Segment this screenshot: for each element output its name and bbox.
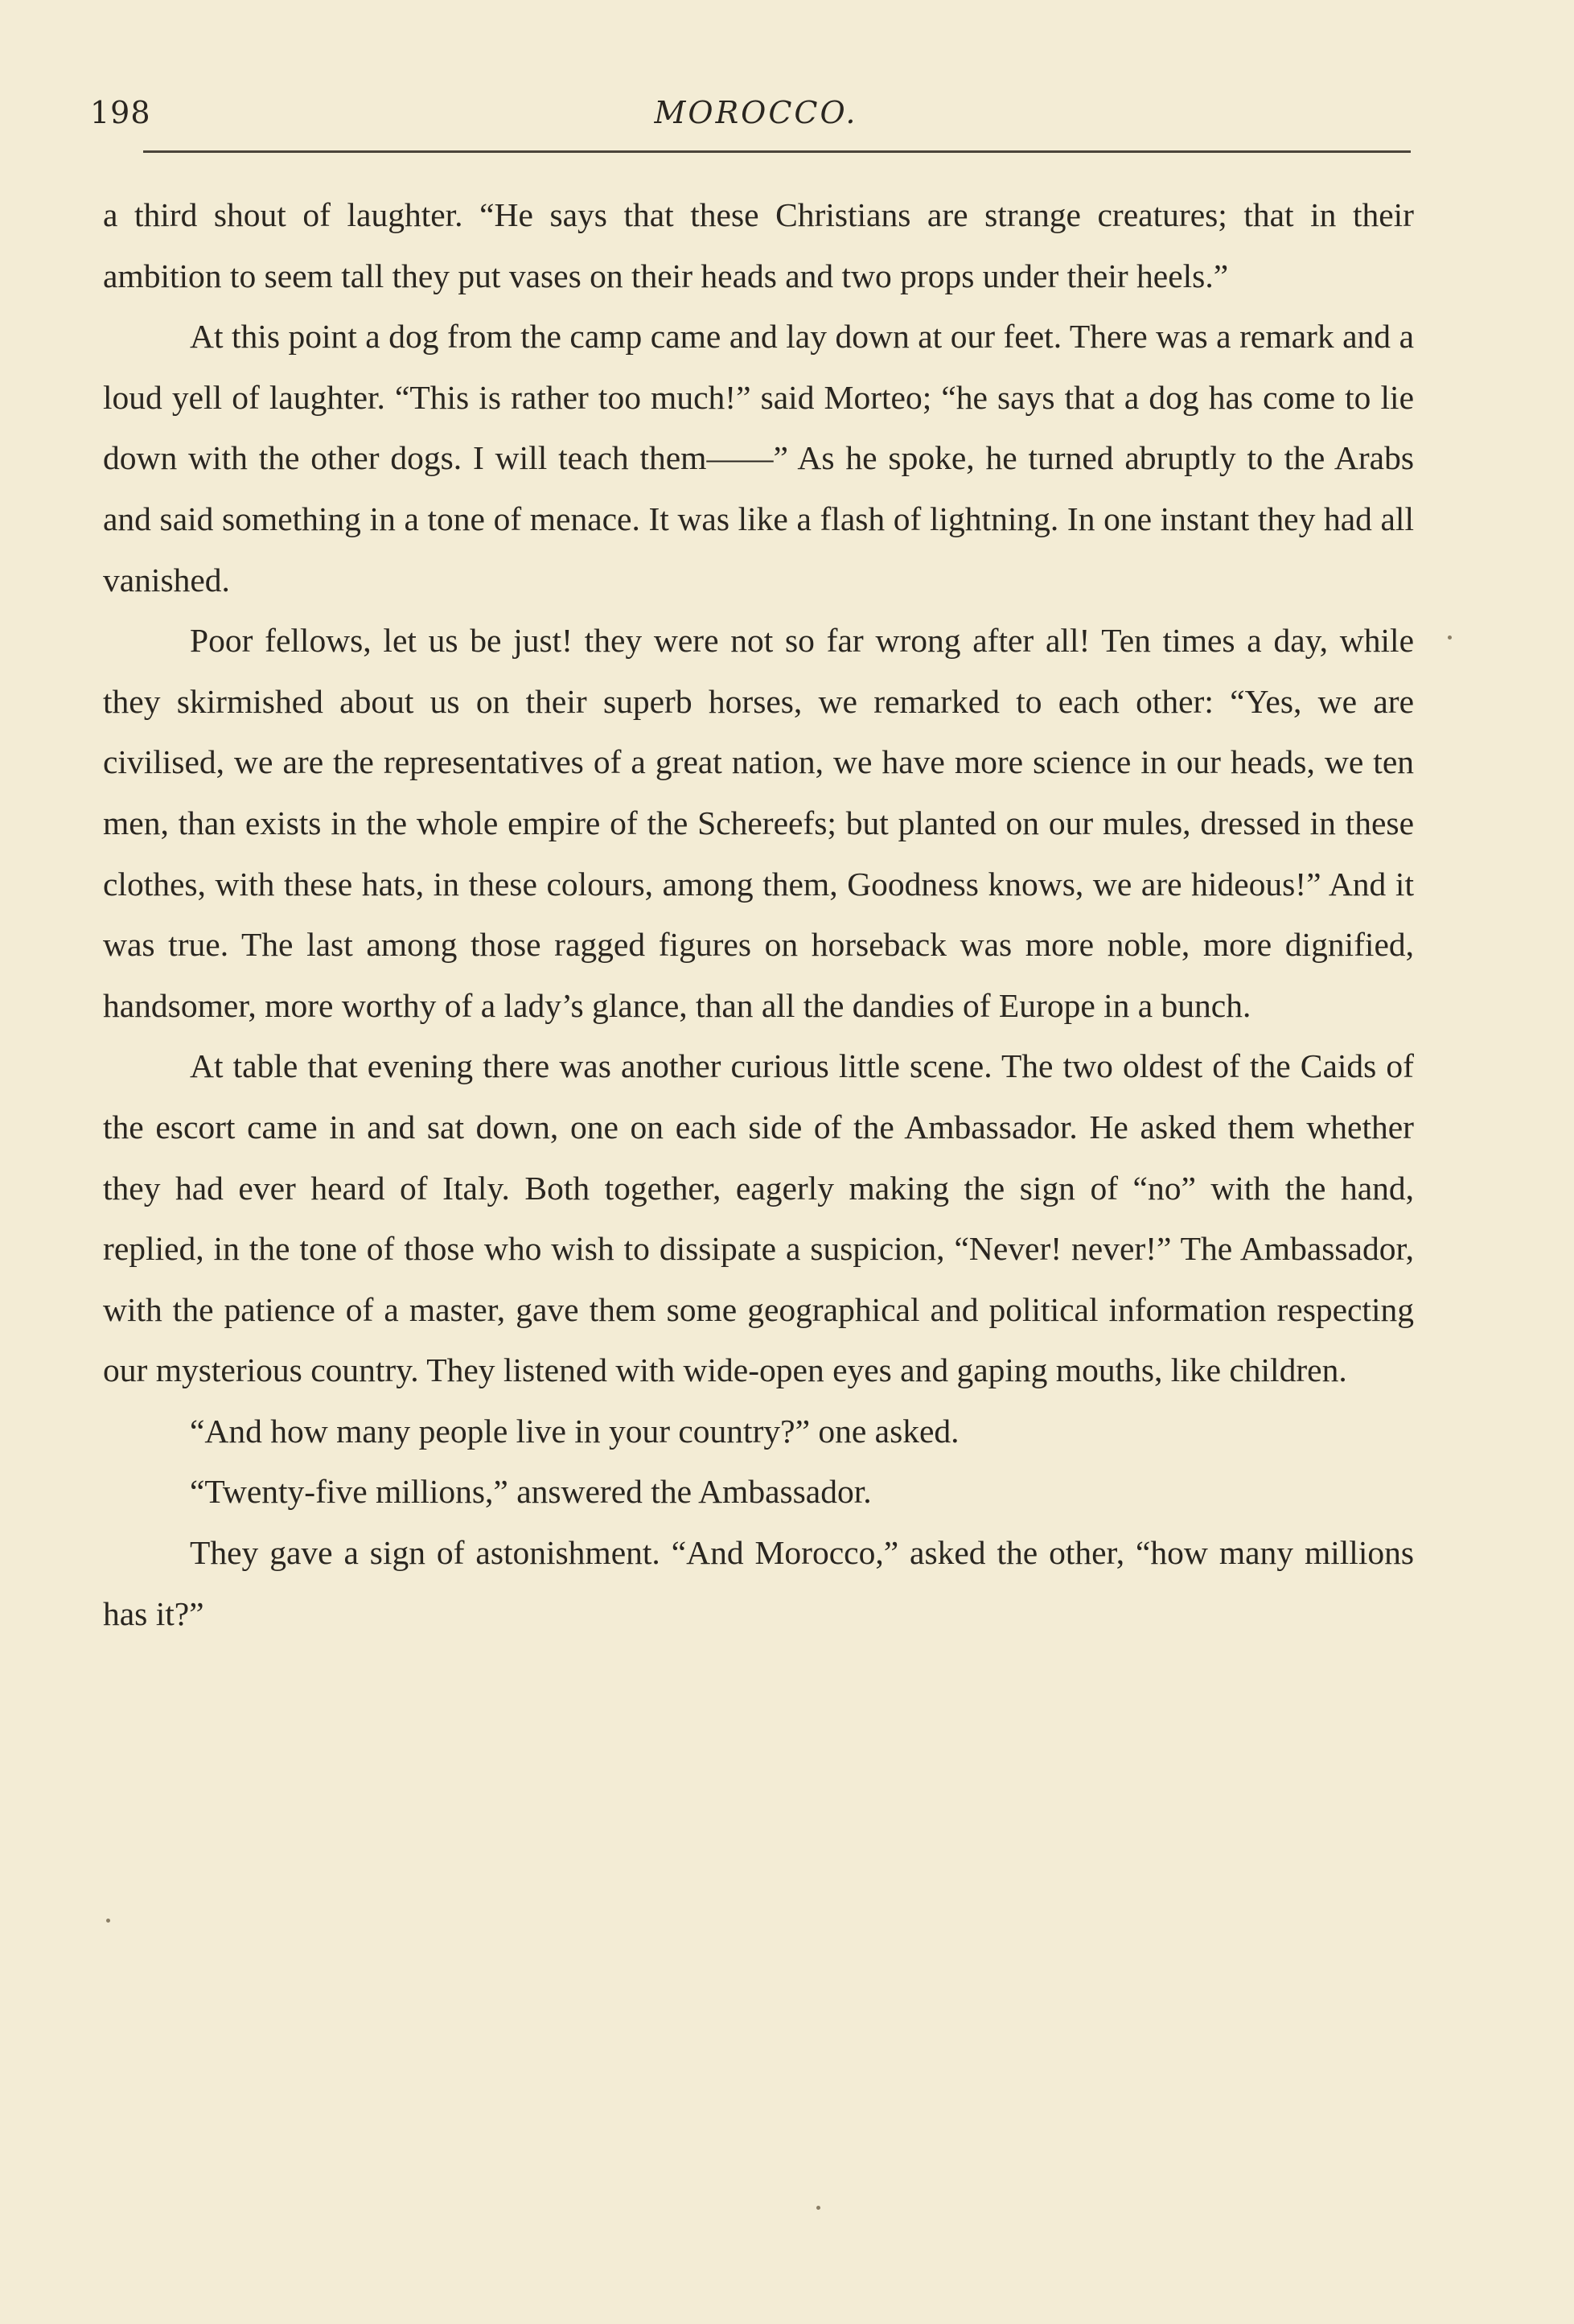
paper-speck bbox=[816, 2206, 820, 2210]
paragraph-continued: a third shout of laughter. “He says that these Christians are strange creatures; that in their ambition to seem tall they put vases on their heads and two props under their heels.” bbox=[103, 196, 1414, 294]
running-head bbox=[90, 87, 1422, 143]
paragraph: At table that evening there was another curious little scene. The two oldest of the Caids of the escort came in and sat down, one on each side of the Ambassador. He asked them whether they had ever heard of Italy. Both together, eagerly making the sign of “no” with the hand, replied, in the tone of those who wish to dissipate a suspicion, “Never! never!” The Ambassador, with the patience of a master, gave them some geographical and political information respecting our mysterious country. They listened with wide-open eyes and gaping mouths, like children. bbox=[103, 1047, 1414, 1389]
book-title: MOROCCO. bbox=[654, 95, 858, 130]
paragraph: At this point a dog from the camp came and lay down at our feet. There was a remark and a loud yell of laughter. “This is rather too much!” said Morteo; “he says that a dog has come to lie down with the other dogs. I will teach them——” As he spoke, he turned abruptly to the Arabs and said something in a tone of menace. It was like a flash of lightning. In one instant they had all vanished. bbox=[103, 318, 1414, 598]
paragraph: Poor fellows, let us be just! they were not so far wrong after all! Ten times a day, while they skirmished about us on their superb horses, we remarked to each other: “Yes, we are civilised, we are the representatives of a great nation, we have more science in our heads, we ten men, than exists in the whole empire of the Schereefs; but planted on our mules, dressed in these clothes, with these hats, in these colours, among them, Goodness knows, we are hideous!” And it was true. The last among those ragged figures on horseback was more noble, more dignified, handsomer, more worthy of a lady’s glance, than all the dandies of Europe in a bunch. bbox=[103, 622, 1414, 1024]
paragraph: They gave a sign of astonishment. “And Morocco,” asked the other, “how many millions has it?” bbox=[103, 1534, 1414, 1632]
paragraph-dialogue: “And how many people live in your country?” one asked. bbox=[190, 1412, 960, 1450]
page-number: 198 bbox=[90, 95, 151, 130]
header-rule bbox=[143, 150, 1411, 153]
body-text bbox=[103, 185, 1414, 1644]
paper-speck bbox=[1448, 636, 1452, 640]
paper-speck bbox=[106, 1919, 110, 1923]
paragraph-dialogue: “Twenty-five millions,” answered the Ambassador. bbox=[190, 1473, 872, 1511]
